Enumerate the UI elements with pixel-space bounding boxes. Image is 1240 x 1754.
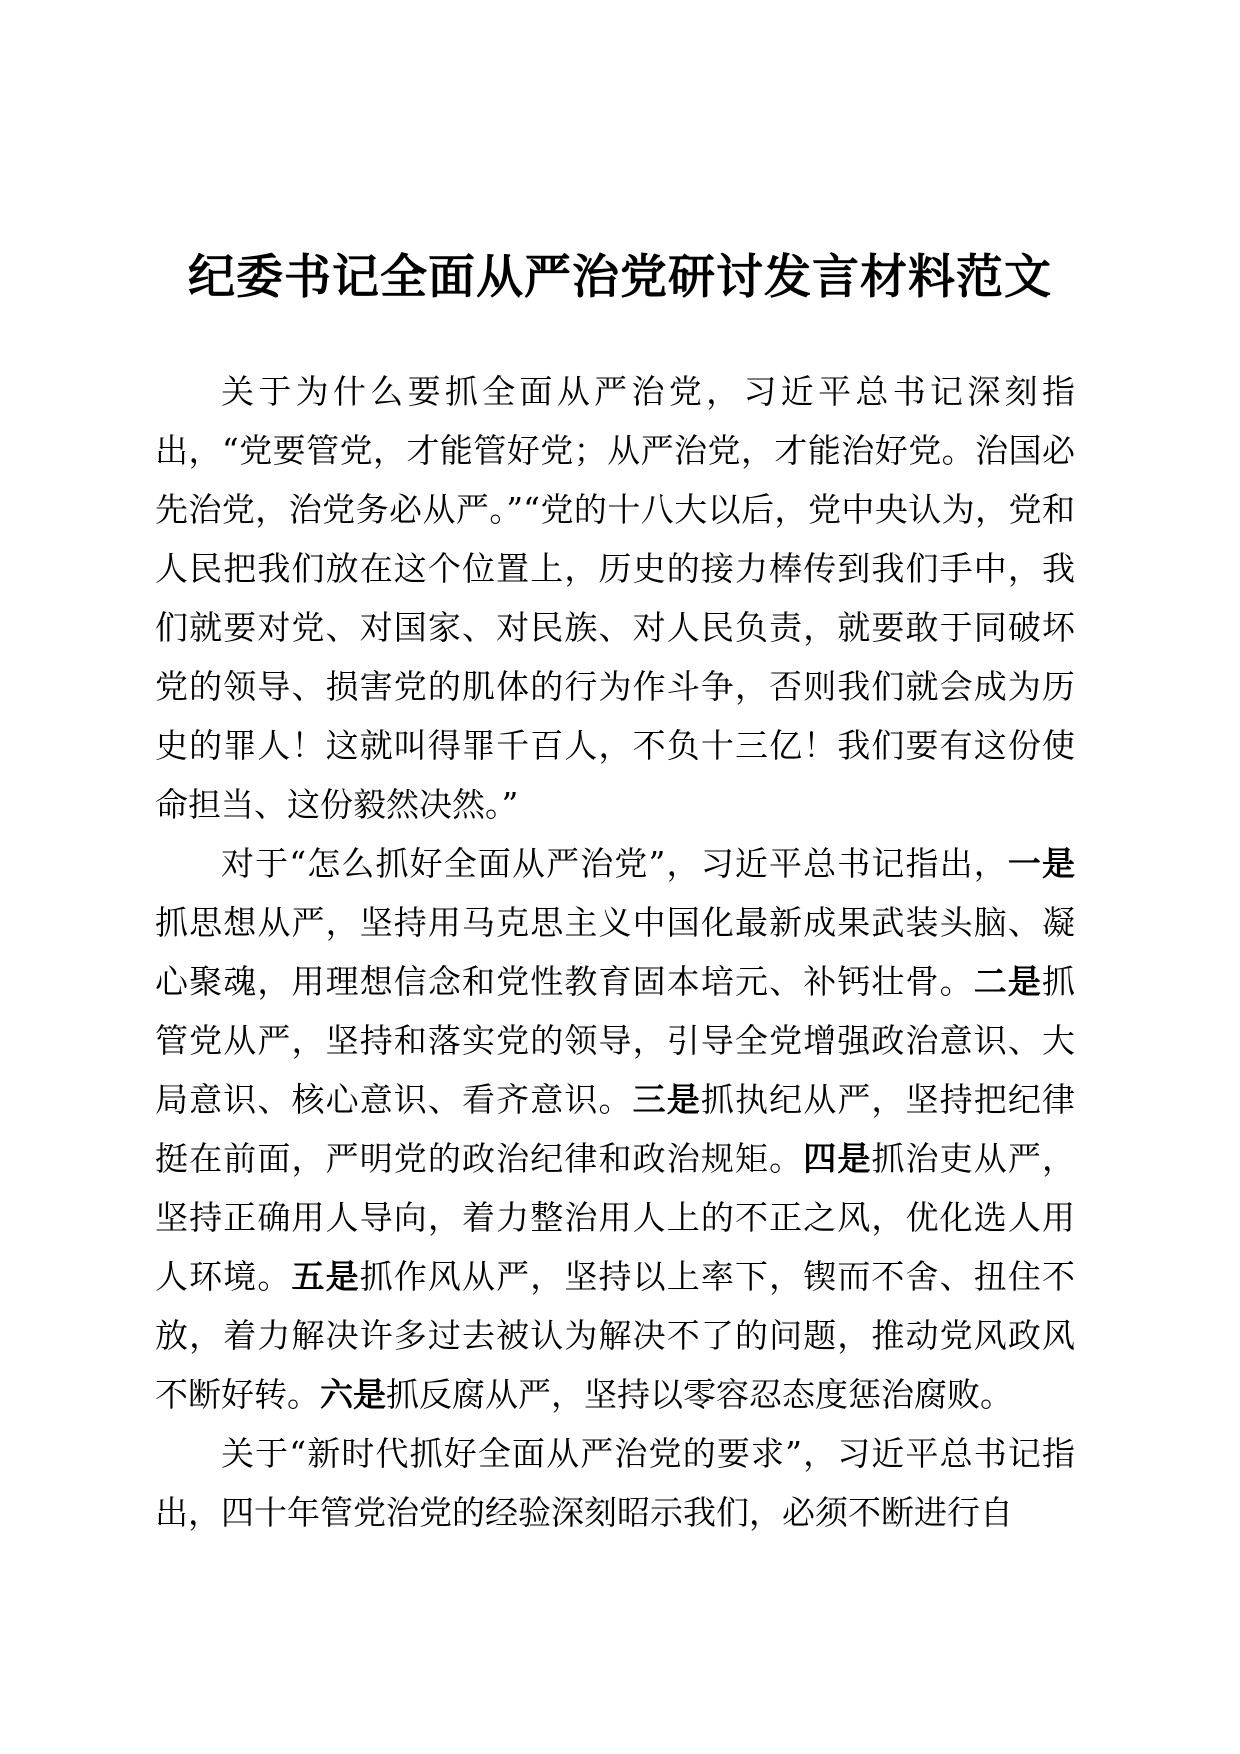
- paragraph-2: [155, 834, 1075, 1424]
- document-title: 纪委书记全面从严治党研讨发言材料范文: [188, 250, 1052, 305]
- paragraph-text: 抓作风从严，坚持以上率下，锲而不舍、扭住不放，着力解决许多过去被认为解决不了的问题，推动党风政风不断好转。: [155, 1257, 1076, 1414]
- point-marker-four: 四是: [803, 1139, 872, 1178]
- paragraph-text: 抓执纪从严，坚持把纪律挺在前面，严明党的政治纪律和政治规矩。: [155, 1080, 1076, 1178]
- paragraph-text: 对于“怎么抓好全面从严治党”，习近平总书记指出，: [221, 844, 1008, 883]
- paragraph-3: [155, 1424, 1075, 1542]
- document-body: [155, 362, 1075, 1542]
- point-marker-six: 六是: [320, 1375, 386, 1414]
- paragraph-text: 抓管党从严，坚持和落实党的领导，引导全党增强政治意识、大局意识、核心意识、看齐意识。: [155, 962, 1076, 1119]
- point-marker-two: 二是: [973, 962, 1043, 1001]
- paragraph-text: 抓治吏从严，坚持正确用人导向，着力整治用人上的不正之风，优化选人用人环境。: [155, 1139, 1076, 1296]
- point-marker-three: 三是: [632, 1080, 701, 1119]
- paragraph-text: 关于“新时代抓好全面从严治党的要求”，习近平总书记指出，四十年管党治党的经验深刻昭示我们，必须不断进行自: [155, 1434, 1075, 1532]
- paragraph-text: 关于为什么要抓全面从严治党，习近平总书记深刻指出，“党要管党，才能管好党；从严治党，才能治好党。治国必先治党，治党务必从严。”“党的十八大以后，党中央认为，党和人民把我们放在这个位置上，历史的接力棒传到我们手中，我们就要对党、对国家、对民族、对人民负责，就要敢于同破坏党的领导、损害党的肌体的行为作斗争，否则我们就会成为历史的罪人！这就叫得罪千百人，不负十三亿！我们要有这份使命担当、这份毅然决然。”: [155, 372, 1075, 824]
- paragraph-text: 抓思想从严，坚持用马克思主义中国化最新成果武装头脑、凝心聚魂，用理想信念和党性教育固本培元、补钙壮骨。: [155, 903, 1075, 1001]
- paragraph-1: [155, 362, 1075, 834]
- point-marker-one: 一是: [1007, 844, 1076, 883]
- paragraph-text: 抓反腐从严，坚持以零容忍态度惩治腐败。: [386, 1375, 1013, 1414]
- point-marker-five: 五是: [291, 1257, 360, 1296]
